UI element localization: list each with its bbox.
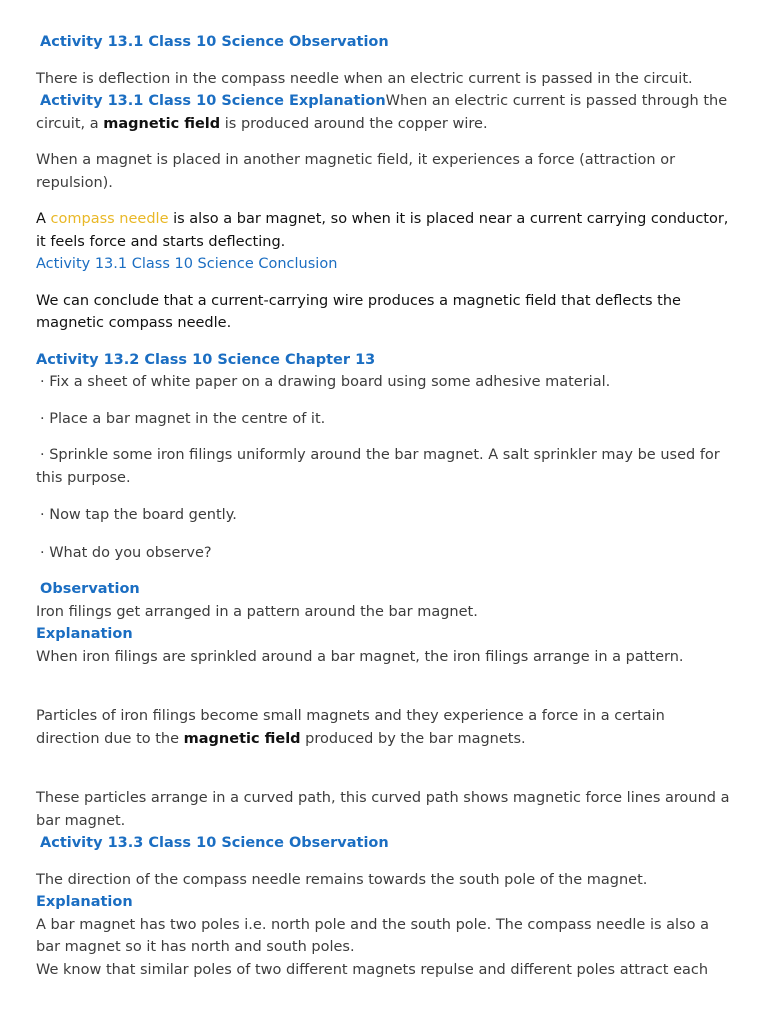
section-heading-activity-13-1-observation: Activity 13.1 Class 10 Science Observation [40,34,389,50]
paragraph-conclusion: We can conclude that a current-carrying wire produces a magnetic field that deflects the magnetic compass needle. [36,292,681,331]
section-heading-explanation: Explanation [36,626,133,642]
compass-text-rest: is also a bar magnet, so when it is placed near a current carrying conductor, it feels force and starts deflecting. [36,211,729,250]
compass-text-start: A [36,211,51,227]
list-item-step-4: · Now tap the board gently. [40,507,237,523]
list-item-step-3 [36,444,732,489]
particles-text-start: Particles of iron filings become small magnets and they experience a force in a certain direction due to the [36,708,665,747]
section-heading-observation: Observation [40,581,140,597]
paragraph-compass-needle [36,208,732,253]
paragraph-iron-filings-observation: Iron filings get arranged in a pattern around the bar magnet. [36,603,478,620]
section-heading-explanation-2: Explanation [36,894,133,910]
list-item-step-1: · Fix a sheet of white paper on a drawing board using some adhesive material. [40,374,611,390]
paragraph-deflection: There is deflection in the compass needle when an electric current is passed in the circuit. [36,70,693,87]
paragraph-explanation [36,90,732,135]
list-item-step-5: · What do you observe? [40,544,212,561]
paragraph-iron-filings-explanation: When iron filings are sprinkled around a bar magnet, the iron filings arrange in a pattern. [36,648,684,665]
section-heading-activity-13-2: Activity 13.2 Class 10 Science Chapter 13 [36,351,376,368]
explanation-text-start: When an electric current is passed through the circuit, a [36,93,728,132]
list-item-step-2: · Place a bar magnet in the centre of it. [40,410,326,427]
section-heading-activity-13-1-conclusion: Activity 13.1 Class 10 Science Conclusion [36,256,338,272]
list-item-step-3-text: · Sprinkle some iron filings uniformly around the bar magnet. A salt sprinkler may be used for this purpose. [36,447,720,486]
section-heading-activity-13-3-observation: Activity 13.3 Class 10 Science Observation [40,835,389,851]
bold-term-magnetic-field-2: magnetic field [183,730,301,747]
paragraph-curved-path: These particles arrange in a curved path, this curved path shows magnetic force lines around a bar magnet. [36,790,730,829]
section-heading-activity-13-1-explanation: Activity 13.1 Class 10 Science Explanation [40,93,386,109]
compass-needle-link[interactable]: compass needle [50,211,169,227]
paragraph-compass-direction: The direction of the compass needle remains towards the south pole of the magnet. [36,871,648,888]
paragraph-magnet-force: When a magnet is placed in another magnetic field, it experiences a force (attraction or repulsion). [36,152,676,191]
explanation-text-end: is produced around the copper wire. [220,115,488,132]
paragraph-bar-magnet-poles: A bar magnet has two poles i.e. north pole and the south pole. The compass needle is also a bar magnet so it has north and south poles. [36,916,709,955]
particles-text-end: produced by the bar magnets. [300,730,526,747]
paragraph-particles [36,705,732,750]
paragraph-similar-poles: We know that similar poles of two different magnets repulse and different poles attract each [36,961,709,978]
bold-term-magnetic-field: magnetic field [103,115,221,132]
